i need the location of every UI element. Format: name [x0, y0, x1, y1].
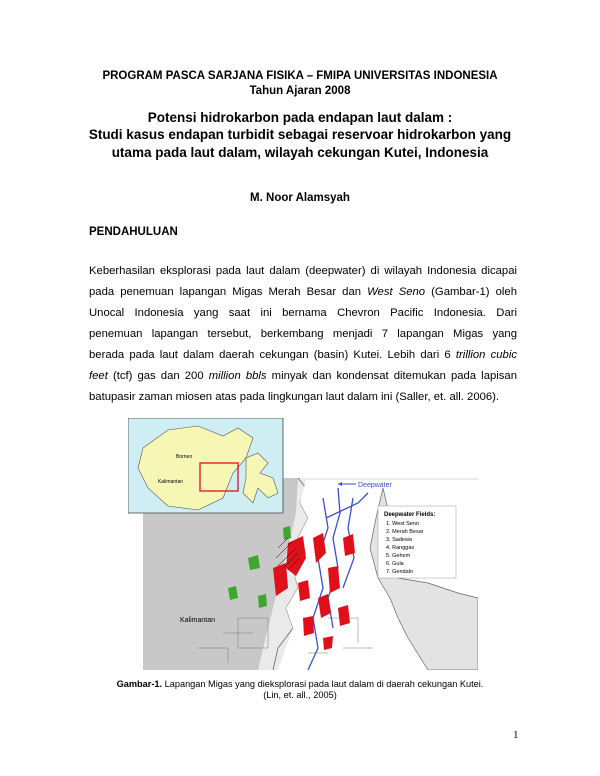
inset-kalimantan-label: Kalimantan [158, 479, 184, 485]
paragraph-line: pada penemuan lapangan Migas Merah Besar dan West Seno (Gambar-1) oleh [89, 286, 517, 298]
title-line-1: Potensi hidrokarbon pada endapan laut dalam : [147, 110, 453, 125]
figure-caption-source: (Lin, et. all., 2005) [263, 690, 337, 700]
paragraph-line: penemuan lapangan tersebut, berkembang menjadi 7 lapangan Migas yang [89, 328, 517, 340]
legend-field: 5. Gehem [386, 553, 411, 559]
paragraph-line: batupasir zaman miosen atas pada lingkungan laut dalam ini (Saller, et. all. 2006). [89, 391, 500, 403]
legend-title: Deepwater Fields: [384, 512, 436, 518]
academic-year: Tahun Ajaran 2008 [249, 85, 351, 97]
page-number: 1 [513, 729, 519, 741]
paragraph-line: berada pada laut dalam daerah cekungan (basin) Kutei. Lebih dari 6 trillion cubic [89, 349, 517, 361]
inset-borneo-label: Borneo [176, 454, 193, 460]
legend-field: 6. Gula [386, 561, 404, 567]
paragraph-line: Keberhasilan eksplorasi pada laut dalam (deepwater) di wilayah Indonesia dicapai [89, 265, 517, 277]
legend-field: 1. West Seno [386, 521, 419, 527]
title-line-2: Studi kasus endapan turbidit sebagai reservoar hidrokarbon yang [88, 127, 512, 142]
legend-field: 4. Ranggas [386, 545, 415, 551]
kalimantan-label: Kalimantan [180, 617, 216, 624]
title-line-3: utama pada laut dalam, wilayah cekungan Kutei, Indonesia [111, 145, 489, 160]
paragraph-line: Unocal Indonesia yang saat ini bernama Chevron Pacific Indonesia. Dari [89, 307, 517, 319]
section-heading: PENDAHULUAN [89, 226, 178, 238]
legend-field: 7. Gendalo [386, 569, 413, 575]
deepwater-label: Deepwater [358, 482, 392, 489]
author-name: M. Noor Alamsyah [250, 192, 350, 204]
figure-caption: Gambar-1. Lapangan Migas yang dieksplorasi pada laut dalam di daerah cekungan Kutei. [116, 679, 484, 689]
paragraph-line: feet (tcf) gas dan 200 million bbls minyak dan kondensat ditemukan pada lapisan [89, 370, 517, 382]
kutei-basin-map-figure [128, 418, 478, 670]
program-header: PROGRAM PASCA SARJANA FISIKA – FMIPA UNIVERSITAS INDONESIA [102, 70, 498, 82]
legend-field: 2. Merah Besar [386, 529, 424, 535]
legend-field: 3. Sadewa [386, 537, 412, 543]
